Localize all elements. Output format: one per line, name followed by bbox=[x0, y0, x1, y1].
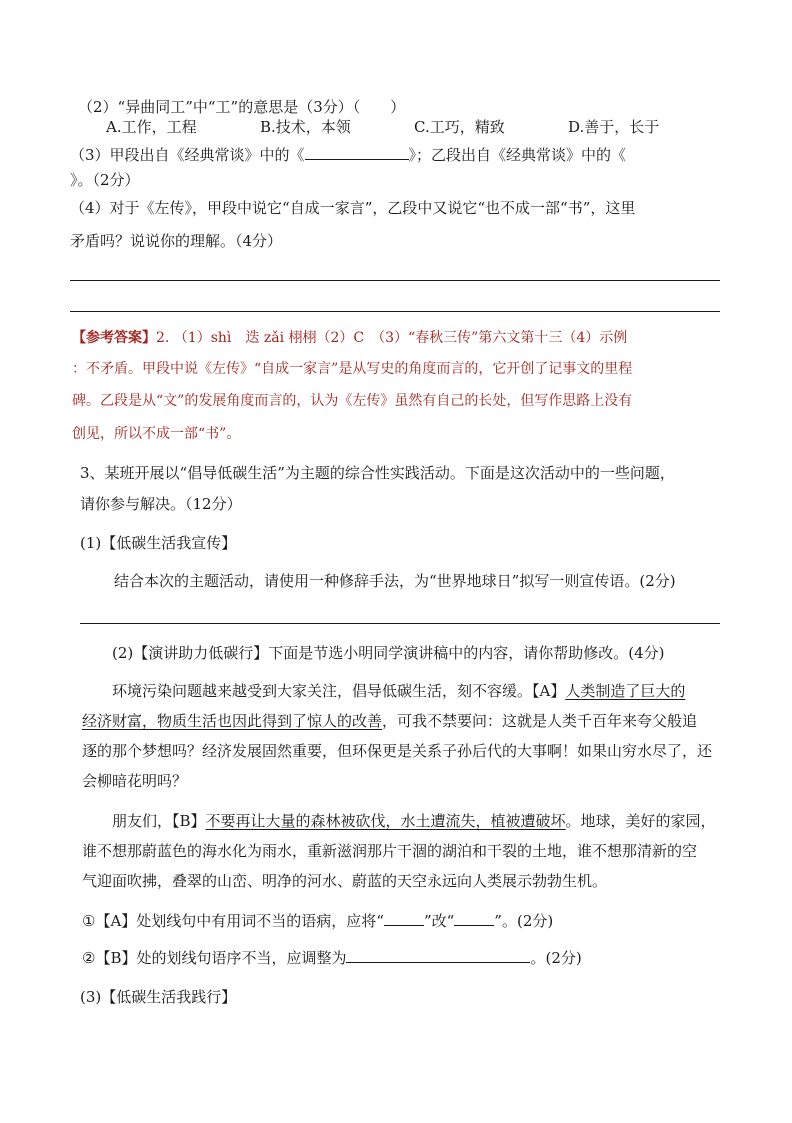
option-b: B.技术，本领 bbox=[260, 118, 351, 136]
q3-part1-prompt: 结合本次的主题活动，请使用一种修辞手法，为“世界地球日”拟写一则宣传语。(2分) bbox=[114, 572, 676, 590]
q3-sub1-text-c: ”。(2分) bbox=[494, 912, 554, 930]
q3-sub1-blank-2[interactable] bbox=[454, 911, 494, 926]
q3-sub2-text-a: ②【B】处的划线句语序不当，应调整为 bbox=[82, 949, 347, 967]
q2-item4-line2: 矛盾吗？说说你的理解。（4分） bbox=[70, 232, 283, 250]
q3-part1-title: (1)【低碳生活我宣传】 bbox=[80, 534, 237, 552]
reference-answer-text1: 2. （1）shì 迭 zǎi 栩栩（2）C （3）“春秋三传”第六文第十三（4）示例 bbox=[156, 330, 628, 346]
speech-p1-text-a: 环境污染问题越来越受到大家关注，倡导低碳生活，刻不容缓。【A】 bbox=[112, 682, 566, 700]
q2-item2-options bbox=[106, 117, 659, 137]
speech-p2-line1 bbox=[112, 811, 716, 831]
answer-line-1[interactable] bbox=[70, 280, 720, 281]
q3-intro-line2: 请你参与解决。（12分） bbox=[80, 495, 242, 513]
reference-answer-line2: ：不矛盾。甲段中说《左传》“自成一家言”是从写史的角度而言的，它开创了记事文的里程 bbox=[72, 361, 633, 377]
speech-p1-line3: 逐的那个梦想吗？经济发展固然重要，但环保更是关系子孙后代的大事啊！如果山穷水尽了，还 bbox=[82, 742, 713, 760]
speech-p2-line2: 谁不想那蔚蓝色的海水化为雨水，重新滋润那片干涸的湖泊和干裂的土地，谁不想那清新的空 bbox=[82, 842, 698, 860]
q3-sub1-blank-1[interactable] bbox=[384, 911, 424, 926]
reference-answer-label: 【参考答案】 bbox=[72, 330, 156, 346]
q3-sub2-text-b: 。(2分) bbox=[530, 949, 582, 967]
underlined-sentence-b: 不要再让大量的森林被砍伐，水土遭流失，植被遭破坏 bbox=[205, 812, 566, 830]
speech-p1-line2 bbox=[82, 711, 697, 731]
q3-part3-title: (3)【低碳生活我践行】 bbox=[80, 988, 237, 1006]
option-a: A.工作，工程 bbox=[106, 118, 197, 136]
option-d: D.善于，长于 bbox=[568, 118, 660, 136]
q3-part2-title: (2)【演讲助力低碳行】下面是节选小明同学演讲稿中的内容，请你帮助修改。(4分) bbox=[112, 644, 665, 662]
q3-sub1-text-a: ①【A】处划线句中有用词不当的语病，应将“ bbox=[82, 912, 384, 930]
option-c: C.工巧，精致 bbox=[414, 118, 505, 136]
speech-p1-line4: 会柳暗花明吗？ bbox=[82, 772, 188, 790]
reference-answer-line3: 碑。乙段是从“文”的发展角度而言的，认为《左传》虽然有自己的长处，但写作思路上没有 bbox=[72, 393, 633, 409]
q3-sub2 bbox=[82, 948, 582, 968]
q3-part1-answer-line[interactable] bbox=[80, 623, 720, 624]
q3-sub2-blank[interactable] bbox=[346, 948, 530, 963]
q2-item3-part-a: （3）甲段出自《经典常谈》中的《 bbox=[70, 146, 305, 164]
speech-p2-line3: 气迎面吹拂，叠翠的山峦、明净的河水、蔚蓝的天空永远向人类展示勃勃生机。 bbox=[82, 872, 608, 890]
q2-item4-line1: （4）对于《左传》，甲段中说它“自成一家言”，乙段中又说它“也不成一部“书”，这里 bbox=[70, 199, 636, 217]
speech-p1-text-b: ，可我不禁要问：这就是人类千百年来夸父般追 bbox=[382, 712, 698, 730]
q3-intro-line1: 3、某班开展以“倡导低碳生活”为主题的综合性实践活动。下面是这次活动中的一些问题， bbox=[80, 464, 675, 482]
q3-sub1 bbox=[82, 911, 553, 931]
reference-answer-line4: 创见，所以不成一部“书”。 bbox=[72, 426, 241, 442]
q2-item3-blank[interactable] bbox=[305, 145, 409, 160]
answer-line-2[interactable] bbox=[70, 311, 720, 312]
q2-item3-end: 》。（2分） bbox=[70, 171, 140, 189]
q2-item2-stem: （2）“异曲同工”中“工”的意思是（3分）（ ） bbox=[78, 98, 406, 116]
q2-item3 bbox=[70, 145, 626, 165]
speech-p1-line1 bbox=[112, 681, 685, 701]
speech-p2-text-a-end: 。地球，美好的家园， bbox=[565, 812, 716, 830]
q3-sub1-text-b: ”改“ bbox=[423, 912, 455, 930]
underlined-sentence-a-part2: 经济财富，物质生活也因此得到了惊人的改善 bbox=[82, 712, 383, 730]
speech-p2-text-a: 朋友们，【B】 bbox=[112, 812, 206, 830]
q2-item3-part-b: 》；乙段出自《经典常谈》中的《 bbox=[408, 146, 627, 164]
underlined-sentence-a-part1: 人类制造了巨大的 bbox=[565, 682, 686, 700]
reference-answer-line1 bbox=[72, 328, 627, 348]
